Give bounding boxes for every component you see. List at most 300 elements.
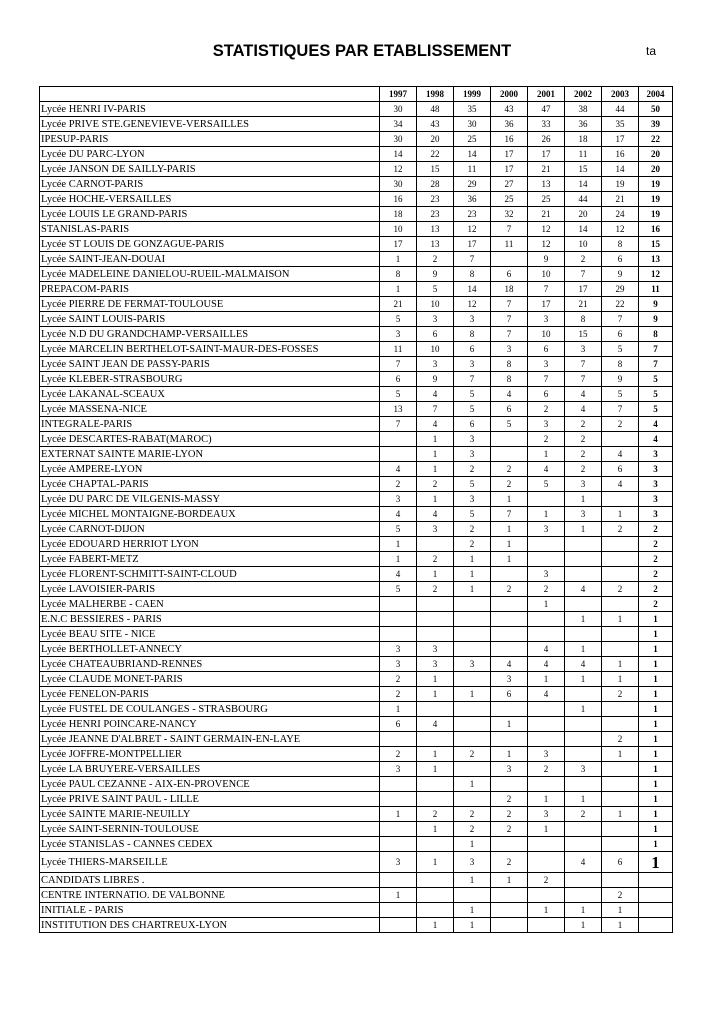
establishment-name: Lycée LAVOISIER-PARIS xyxy=(40,582,380,597)
count-1999: 30 xyxy=(454,117,491,132)
count-2004: 19 xyxy=(639,177,673,192)
count-2004 xyxy=(639,903,673,918)
count-2001: 3 xyxy=(528,417,565,432)
establishment-name: Lycée LOUIS LE GRAND-PARIS xyxy=(40,207,380,222)
count-2001: 6 xyxy=(528,342,565,357)
page-title: STATISTIQUES PAR ETABLISSEMENT xyxy=(212,42,512,60)
count-1997 xyxy=(380,837,417,852)
count-2001: 10 xyxy=(528,267,565,282)
table-row xyxy=(40,597,673,612)
count-2002: 36 xyxy=(565,117,602,132)
count-2003: 6 xyxy=(602,327,639,342)
count-1999: 3 xyxy=(454,447,491,462)
count-2001: 47 xyxy=(528,102,565,117)
count-1997 xyxy=(380,612,417,627)
count-1998: 1 xyxy=(417,852,454,873)
count-2002: 4 xyxy=(565,657,602,672)
count-2000 xyxy=(491,642,528,657)
table-row xyxy=(40,822,673,837)
table-row xyxy=(40,657,673,672)
count-2002: 1 xyxy=(565,612,602,627)
count-1997 xyxy=(380,432,417,447)
count-2003 xyxy=(602,627,639,642)
establishment-name: Lycée DU PARC DE VILGENIS-MASSY xyxy=(40,492,380,507)
count-2004: 5 xyxy=(639,402,673,417)
table-row xyxy=(40,192,673,207)
count-2002 xyxy=(565,777,602,792)
establishment-name: Lycée STANISLAS - CANNES CEDEX xyxy=(40,837,380,852)
count-2003 xyxy=(602,837,639,852)
table-row xyxy=(40,672,673,687)
count-2001: 1 xyxy=(528,792,565,807)
count-1997: 2 xyxy=(380,672,417,687)
header-year-2001: 2001 xyxy=(528,87,565,102)
establishment-name: CENTRE INTERNATIO. DE VALBONNE xyxy=(40,888,380,903)
count-2003: 2 xyxy=(602,888,639,903)
count-2001: 26 xyxy=(528,132,565,147)
header-year-2000: 2000 xyxy=(491,87,528,102)
count-1998: 23 xyxy=(417,192,454,207)
count-2004: 7 xyxy=(639,357,673,372)
count-1998: 1 xyxy=(417,567,454,582)
establishment-name: Lycée MADELEINE DANIELOU-RUEIL-MALMAISON xyxy=(40,267,380,282)
count-2003 xyxy=(602,717,639,732)
count-2000: 7 xyxy=(491,312,528,327)
table-row xyxy=(40,762,673,777)
count-2000: 1 xyxy=(491,873,528,888)
count-2004: 20 xyxy=(639,162,673,177)
establishment-name: Lycée FLORENT-SCHMITT-SAINT-CLOUD xyxy=(40,567,380,582)
count-2000: 2 xyxy=(491,792,528,807)
count-2004: 3 xyxy=(639,507,673,522)
count-2003: 1 xyxy=(602,672,639,687)
count-1998: 10 xyxy=(417,342,454,357)
establishment-name: Lycée CLAUDE MONET-PARIS xyxy=(40,672,380,687)
count-1998: 1 xyxy=(417,762,454,777)
count-2001 xyxy=(528,888,565,903)
count-2002: 3 xyxy=(565,762,602,777)
header-year-2003: 2003 xyxy=(602,87,639,102)
count-1997: 18 xyxy=(380,207,417,222)
count-1999 xyxy=(454,597,491,612)
count-2002: 4 xyxy=(565,582,602,597)
count-2002: 2 xyxy=(565,417,602,432)
count-2004: 7 xyxy=(639,342,673,357)
count-2004: 1 xyxy=(639,852,673,873)
corner-tag: ta xyxy=(646,44,657,58)
count-2000: 36 xyxy=(491,117,528,132)
count-1997: 5 xyxy=(380,582,417,597)
count-1998: 23 xyxy=(417,207,454,222)
establishment-name: Lycée BEAU SITE - NICE xyxy=(40,627,380,642)
count-2004: 1 xyxy=(639,807,673,822)
count-2000: 7 xyxy=(491,327,528,342)
count-2003: 1 xyxy=(602,918,639,933)
count-2002: 7 xyxy=(565,267,602,282)
table-row xyxy=(40,507,673,522)
count-2003: 21 xyxy=(602,192,639,207)
count-2001 xyxy=(528,837,565,852)
count-1998 xyxy=(417,903,454,918)
establishment-name: Lycée MASSENA-NICE xyxy=(40,402,380,417)
count-2001: 1 xyxy=(528,903,565,918)
count-1997: 8 xyxy=(380,267,417,282)
count-2000: 2 xyxy=(491,807,528,822)
table-row xyxy=(40,852,673,873)
count-2003: 6 xyxy=(602,462,639,477)
count-1998 xyxy=(417,873,454,888)
count-1997: 16 xyxy=(380,192,417,207)
count-2004: 3 xyxy=(639,477,673,492)
count-1997: 4 xyxy=(380,567,417,582)
establishment-name: Lycée PRIVE STE.GENEVIEVE-VERSAILLES xyxy=(40,117,380,132)
table-row xyxy=(40,777,673,792)
count-2001 xyxy=(528,627,565,642)
count-1997: 3 xyxy=(380,642,417,657)
count-1998: 9 xyxy=(417,372,454,387)
establishment-name: Lycée HOCHE-VERSAILLES xyxy=(40,192,380,207)
count-1998: 4 xyxy=(417,417,454,432)
establishment-name: Lycée MALHERBE - CAEN xyxy=(40,597,380,612)
count-2003: 44 xyxy=(602,102,639,117)
count-1999: 1 xyxy=(454,552,491,567)
count-2004 xyxy=(639,888,673,903)
establishment-name: INTEGRALE-PARIS xyxy=(40,417,380,432)
count-2003: 17 xyxy=(602,132,639,147)
count-2004: 50 xyxy=(639,102,673,117)
count-2004: 1 xyxy=(639,612,673,627)
count-1999: 1 xyxy=(454,777,491,792)
count-2003: 24 xyxy=(602,207,639,222)
count-2003: 5 xyxy=(602,387,639,402)
count-2002: 3 xyxy=(565,507,602,522)
count-2004: 1 xyxy=(639,627,673,642)
count-2001 xyxy=(528,702,565,717)
establishment-name: Lycée FABERT-METZ xyxy=(40,552,380,567)
count-2002: 1 xyxy=(565,642,602,657)
count-1998 xyxy=(417,837,454,852)
count-1997 xyxy=(380,822,417,837)
count-1997: 1 xyxy=(380,888,417,903)
count-2002: 8 xyxy=(565,312,602,327)
count-1997: 1 xyxy=(380,537,417,552)
count-2004: 1 xyxy=(639,687,673,702)
count-1997: 3 xyxy=(380,492,417,507)
count-2003: 5 xyxy=(602,342,639,357)
establishment-name: Lycée KLEBER-STRASBOURG xyxy=(40,372,380,387)
table-row xyxy=(40,402,673,417)
table-row xyxy=(40,102,673,117)
table-row xyxy=(40,357,673,372)
count-2004: 20 xyxy=(639,147,673,162)
count-2002: 15 xyxy=(565,327,602,342)
count-1998: 4 xyxy=(417,507,454,522)
table-row xyxy=(40,147,673,162)
table-row xyxy=(40,642,673,657)
table-row xyxy=(40,282,673,297)
table-row xyxy=(40,117,673,132)
count-2000 xyxy=(491,597,528,612)
table-row xyxy=(40,888,673,903)
count-2003 xyxy=(602,792,639,807)
count-1998: 6 xyxy=(417,327,454,342)
count-2000: 16 xyxy=(491,132,528,147)
count-1999: 14 xyxy=(454,147,491,162)
count-1997: 1 xyxy=(380,807,417,822)
count-2000: 17 xyxy=(491,162,528,177)
count-1999: 5 xyxy=(454,402,491,417)
count-2003: 1 xyxy=(602,747,639,762)
count-2003: 2 xyxy=(602,687,639,702)
count-2002: 2 xyxy=(565,432,602,447)
count-2002: 3 xyxy=(565,342,602,357)
count-2001: 33 xyxy=(528,117,565,132)
count-1998 xyxy=(417,612,454,627)
count-2004: 5 xyxy=(639,387,673,402)
count-1997: 7 xyxy=(380,357,417,372)
count-1997: 3 xyxy=(380,657,417,672)
count-2002: 2 xyxy=(565,447,602,462)
establishment-name: Lycée JOFFRE-MONTPELLIER xyxy=(40,747,380,762)
count-2004 xyxy=(639,918,673,933)
count-2000: 8 xyxy=(491,357,528,372)
count-2001 xyxy=(528,777,565,792)
count-2001: 21 xyxy=(528,162,565,177)
count-1997: 5 xyxy=(380,387,417,402)
count-2001 xyxy=(528,918,565,933)
count-2003: 4 xyxy=(602,477,639,492)
count-2001: 3 xyxy=(528,312,565,327)
establishment-name: Lycée PRIVE SAINT PAUL - LILLE xyxy=(40,792,380,807)
count-2001: 17 xyxy=(528,297,565,312)
count-1997 xyxy=(380,903,417,918)
count-1998: 28 xyxy=(417,177,454,192)
count-1999 xyxy=(454,627,491,642)
count-1997 xyxy=(380,597,417,612)
count-2002: 14 xyxy=(565,177,602,192)
establishment-name: Lycée JANSON DE SAILLY-PARIS xyxy=(40,162,380,177)
count-1999: 3 xyxy=(454,492,491,507)
count-2003: 12 xyxy=(602,222,639,237)
count-2004: 1 xyxy=(639,747,673,762)
count-2004: 15 xyxy=(639,237,673,252)
count-2001: 1 xyxy=(528,672,565,687)
count-2001: 12 xyxy=(528,222,565,237)
count-2003: 22 xyxy=(602,297,639,312)
count-1997: 11 xyxy=(380,342,417,357)
count-2001: 5 xyxy=(528,477,565,492)
count-2000: 7 xyxy=(491,222,528,237)
count-2001: 9 xyxy=(528,252,565,267)
count-1999: 7 xyxy=(454,372,491,387)
count-2002: 18 xyxy=(565,132,602,147)
table-row xyxy=(40,237,673,252)
establishment-name: Lycée JEANNE D'ALBRET - SAINT GERMAIN-EN-LAYE xyxy=(40,732,380,747)
count-1998: 1 xyxy=(417,462,454,477)
table-row xyxy=(40,417,673,432)
header-year-2004: 2004 xyxy=(639,87,673,102)
establishment-name: Lycée MICHEL MONTAIGNE-BORDEAUX xyxy=(40,507,380,522)
header-year-2002: 2002 xyxy=(565,87,602,102)
count-1997: 1 xyxy=(380,252,417,267)
count-2004: 3 xyxy=(639,447,673,462)
count-2001: 1 xyxy=(528,447,565,462)
count-1999: 25 xyxy=(454,132,491,147)
count-2000 xyxy=(491,627,528,642)
count-1998: 1 xyxy=(417,432,454,447)
count-2002: 1 xyxy=(565,918,602,933)
count-2000: 2 xyxy=(491,462,528,477)
count-2003: 1 xyxy=(602,657,639,672)
count-1999: 3 xyxy=(454,312,491,327)
count-1997: 13 xyxy=(380,402,417,417)
count-2004: 2 xyxy=(639,537,673,552)
count-2002: 4 xyxy=(565,852,602,873)
count-1998: 2 xyxy=(417,477,454,492)
count-2000 xyxy=(491,252,528,267)
count-2003: 14 xyxy=(602,162,639,177)
count-1999: 6 xyxy=(454,342,491,357)
count-2000 xyxy=(491,702,528,717)
count-1999: 1 xyxy=(454,687,491,702)
table-row xyxy=(40,873,673,888)
count-1999: 8 xyxy=(454,267,491,282)
count-2003: 6 xyxy=(602,252,639,267)
count-2000: 3 xyxy=(491,342,528,357)
count-2002: 20 xyxy=(565,207,602,222)
table-row xyxy=(40,162,673,177)
count-1997: 10 xyxy=(380,222,417,237)
count-2003: 2 xyxy=(602,732,639,747)
count-1997: 34 xyxy=(380,117,417,132)
count-2002: 3 xyxy=(565,477,602,492)
count-2002 xyxy=(565,537,602,552)
count-1998: 43 xyxy=(417,117,454,132)
count-2002: 38 xyxy=(565,102,602,117)
count-2001 xyxy=(528,717,565,732)
table-row xyxy=(40,702,673,717)
count-1998: 2 xyxy=(417,807,454,822)
count-1997: 5 xyxy=(380,522,417,537)
establishment-name: Lycée SAINT-JEAN-DOUAI xyxy=(40,252,380,267)
count-2000: 4 xyxy=(491,387,528,402)
count-2003: 7 xyxy=(602,312,639,327)
count-2002: 2 xyxy=(565,462,602,477)
count-2002 xyxy=(565,747,602,762)
count-2003: 16 xyxy=(602,147,639,162)
count-2001: 2 xyxy=(528,873,565,888)
header-row xyxy=(40,87,673,102)
count-1999: 5 xyxy=(454,477,491,492)
count-2002: 4 xyxy=(565,402,602,417)
count-2003: 9 xyxy=(602,372,639,387)
count-2004: 12 xyxy=(639,267,673,282)
count-2001: 4 xyxy=(528,642,565,657)
table-row xyxy=(40,267,673,282)
count-2004: 2 xyxy=(639,522,673,537)
count-1999: 14 xyxy=(454,282,491,297)
count-2004: 22 xyxy=(639,132,673,147)
count-2002 xyxy=(565,687,602,702)
table-row xyxy=(40,582,673,597)
table-row xyxy=(40,612,673,627)
count-1997: 30 xyxy=(380,177,417,192)
count-2000 xyxy=(491,432,528,447)
count-1999: 12 xyxy=(454,297,491,312)
count-2001: 2 xyxy=(528,432,565,447)
count-1998: 1 xyxy=(417,747,454,762)
count-1998: 7 xyxy=(417,402,454,417)
count-2004: 1 xyxy=(639,717,673,732)
count-2003 xyxy=(602,597,639,612)
count-2003 xyxy=(602,537,639,552)
count-2004: 1 xyxy=(639,642,673,657)
count-1999: 1 xyxy=(454,567,491,582)
count-2000: 3 xyxy=(491,762,528,777)
count-1998: 1 xyxy=(417,822,454,837)
establishment-name: Lycée LA BRUYERE-VERSAILLES xyxy=(40,762,380,777)
count-1997: 17 xyxy=(380,237,417,252)
count-1997: 5 xyxy=(380,312,417,327)
count-1997 xyxy=(380,777,417,792)
count-2003: 1 xyxy=(602,903,639,918)
count-1998 xyxy=(417,732,454,747)
count-2002: 44 xyxy=(565,192,602,207)
count-1999 xyxy=(454,612,491,627)
establishment-name: Lycée CARNOT-PARIS xyxy=(40,177,380,192)
count-2002 xyxy=(565,597,602,612)
establishment-name: Lycée SAINT-SERNIN-TOULOUSE xyxy=(40,822,380,837)
count-2002: 21 xyxy=(565,297,602,312)
establishment-name: Lycée CHATEAUBRIAND-RENNES xyxy=(40,657,380,672)
count-1999: 1 xyxy=(454,873,491,888)
count-2004: 9 xyxy=(639,312,673,327)
count-1999: 1 xyxy=(454,582,491,597)
count-2001: 3 xyxy=(528,567,565,582)
count-2004: 1 xyxy=(639,732,673,747)
count-2002: 1 xyxy=(565,903,602,918)
count-2004: 2 xyxy=(639,567,673,582)
table-row xyxy=(40,792,673,807)
establishment-name: EXTERNAT SAINTE MARIE-LYON xyxy=(40,447,380,462)
count-2002: 2 xyxy=(565,252,602,267)
count-1998 xyxy=(417,777,454,792)
count-2004: 3 xyxy=(639,462,673,477)
count-2000 xyxy=(491,777,528,792)
count-2004: 1 xyxy=(639,792,673,807)
count-2003: 8 xyxy=(602,357,639,372)
count-1997: 3 xyxy=(380,327,417,342)
count-1999: 5 xyxy=(454,387,491,402)
table-row xyxy=(40,312,673,327)
count-1997: 1 xyxy=(380,702,417,717)
count-1997: 2 xyxy=(380,687,417,702)
table-row xyxy=(40,462,673,477)
establishment-name: Lycée CARNOT-DIJON xyxy=(40,522,380,537)
count-2004: 4 xyxy=(639,417,673,432)
count-2001: 1 xyxy=(528,507,565,522)
count-1999: 36 xyxy=(454,192,491,207)
count-2000 xyxy=(491,903,528,918)
count-2003 xyxy=(602,567,639,582)
count-2004: 9 xyxy=(639,297,673,312)
count-2002: 10 xyxy=(565,237,602,252)
count-1997: 21 xyxy=(380,297,417,312)
count-2000: 2 xyxy=(491,582,528,597)
count-2000: 32 xyxy=(491,207,528,222)
count-1997: 1 xyxy=(380,282,417,297)
count-1999: 17 xyxy=(454,237,491,252)
